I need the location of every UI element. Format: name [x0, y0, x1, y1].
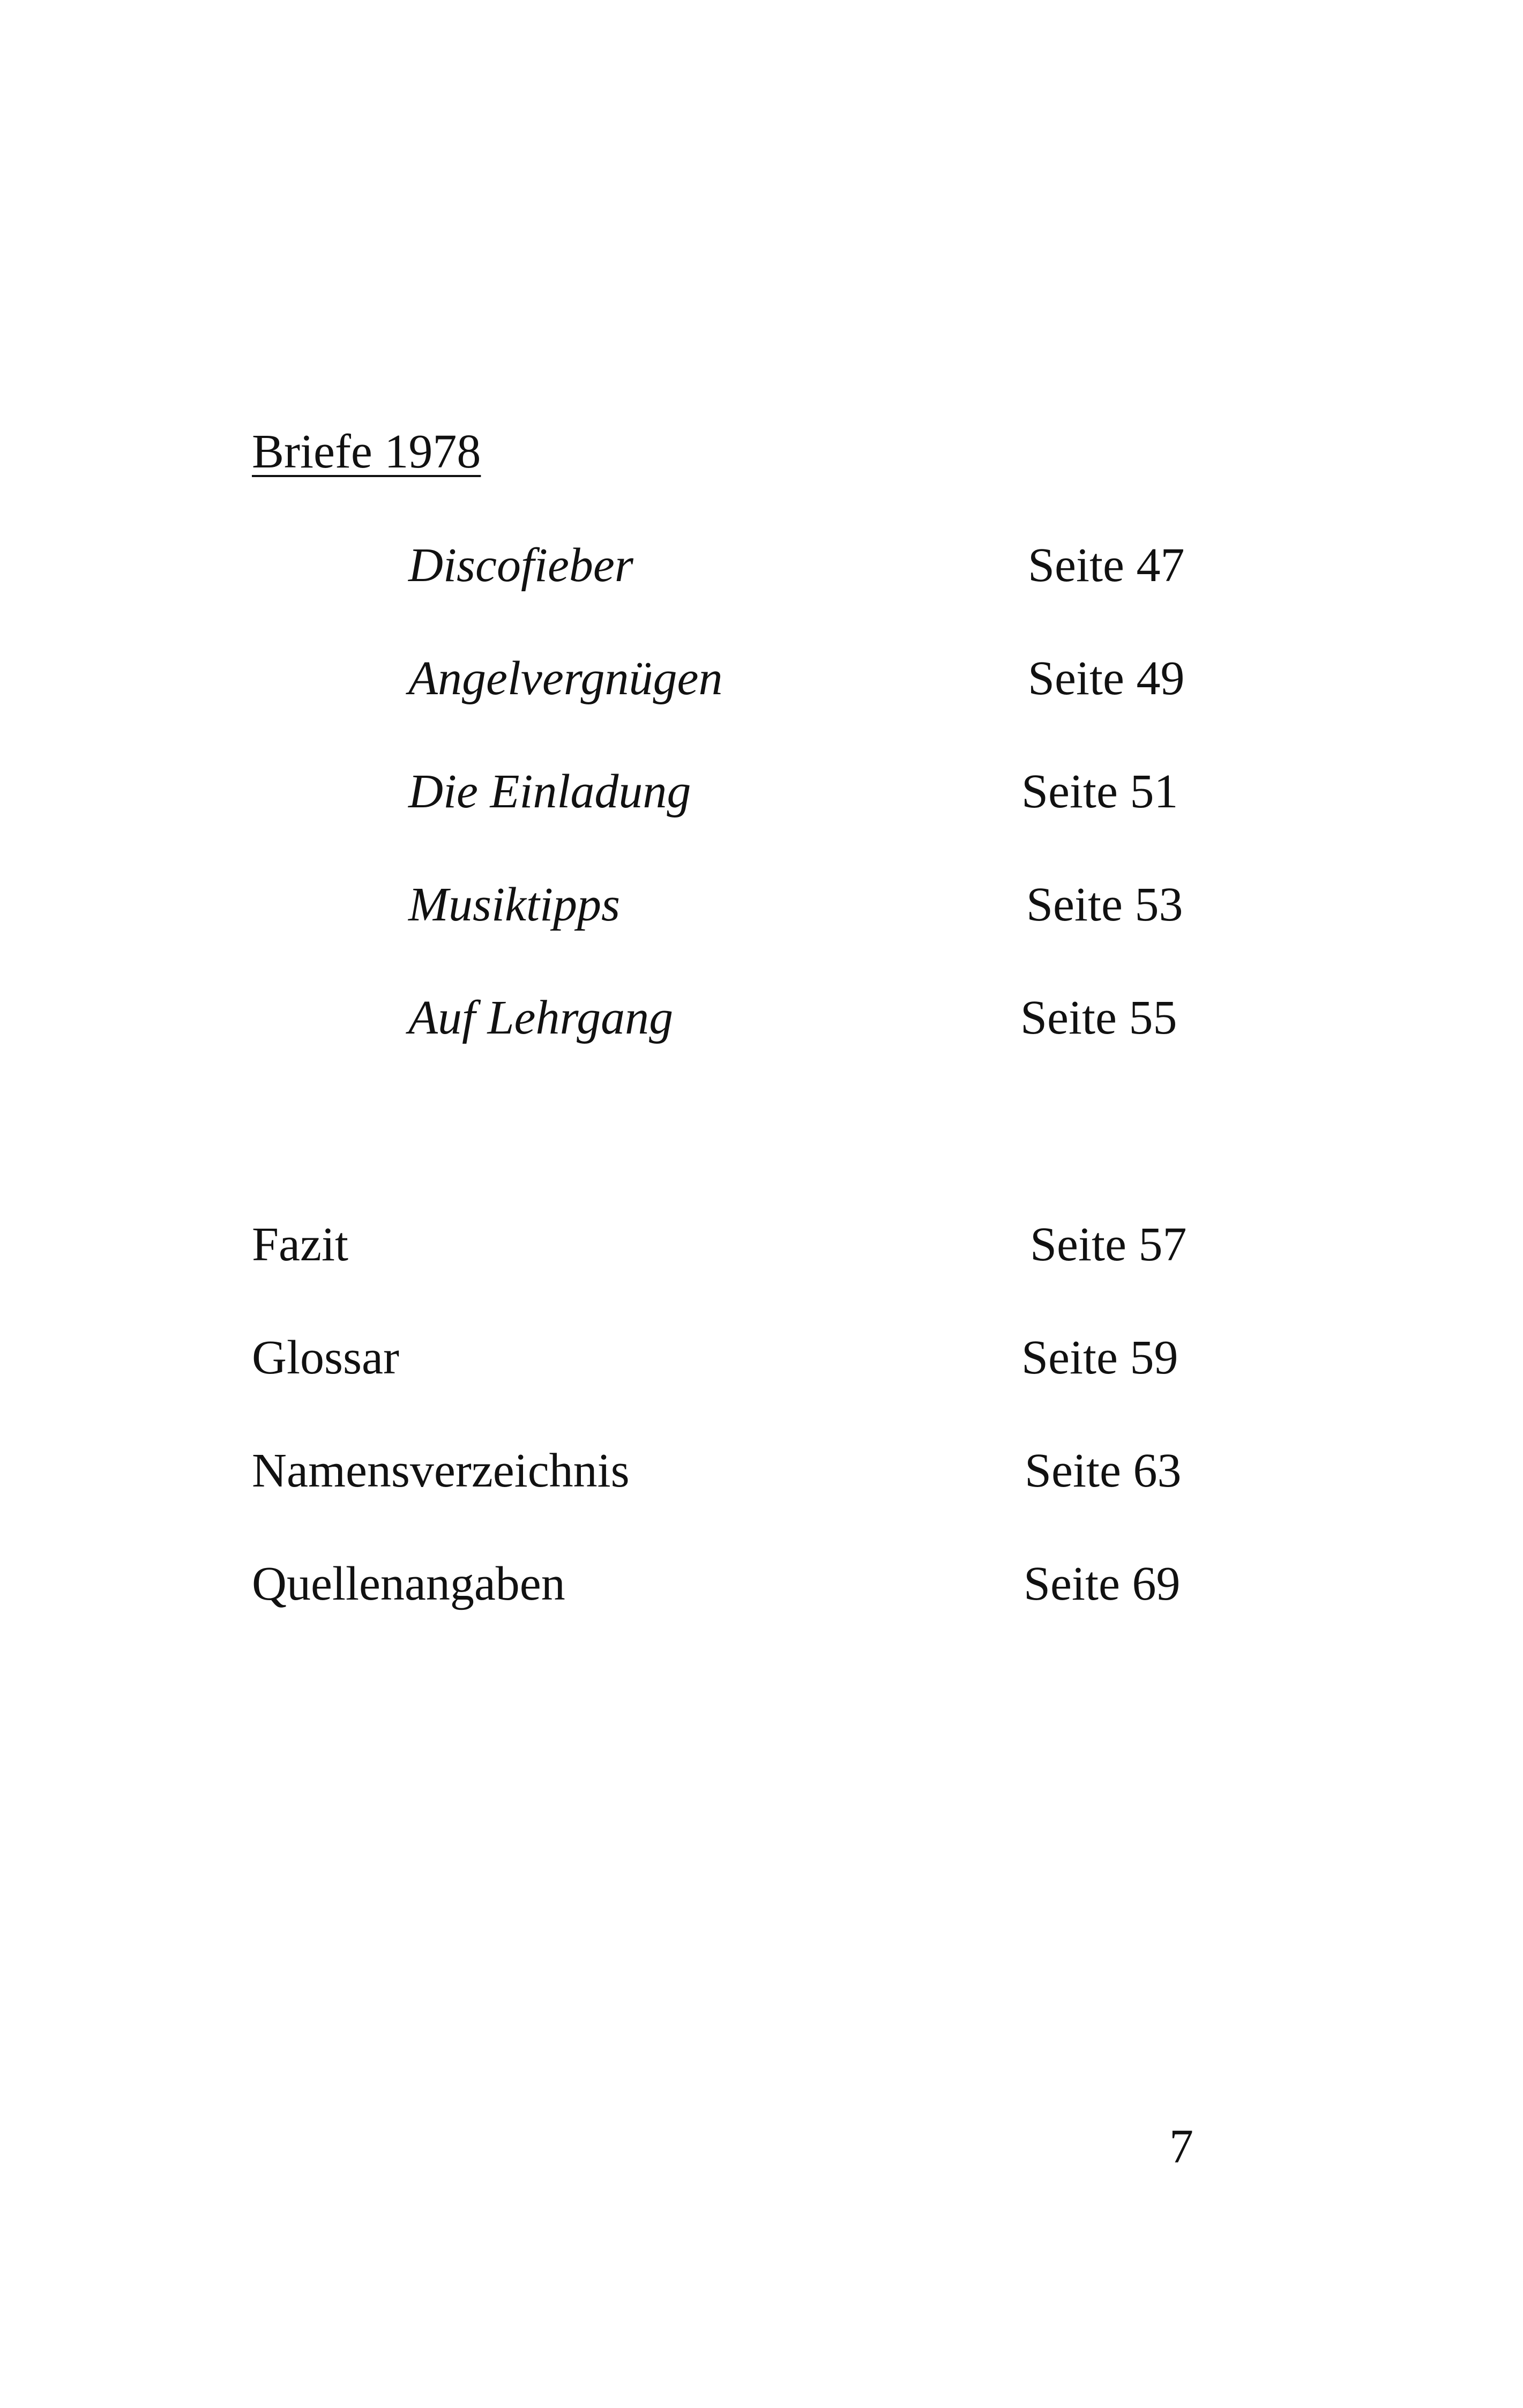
- toc-entry-title: Namensverzeichnis: [252, 1444, 630, 1497]
- toc-entry-page: Seite 49: [1028, 652, 1185, 705]
- section-heading: Briefe 1978: [252, 425, 481, 478]
- toc-entry-title: Auf Lehrgang: [408, 991, 674, 1044]
- toc-entry-page: Seite 57: [1030, 1218, 1187, 1271]
- toc-entry-title: Die Einladung: [408, 765, 691, 818]
- toc-entry-title: Angelvergnügen: [408, 652, 723, 705]
- toc-entry-page: Seite 55: [1020, 991, 1177, 1044]
- toc-entry-page: Seite 51: [1021, 765, 1178, 818]
- toc-entry-title: Glossar: [252, 1331, 399, 1384]
- toc-entry-title: Musiktipps: [408, 878, 620, 931]
- toc-entry-page: Seite 59: [1021, 1331, 1178, 1384]
- toc-entry-page: Seite 63: [1025, 1444, 1182, 1497]
- toc-entry-title: Fazit: [252, 1218, 348, 1271]
- toc-entry-page: Seite 69: [1024, 1557, 1181, 1610]
- page-number: 7: [1169, 2120, 1193, 2173]
- toc-entry-title: Discofieber: [408, 539, 633, 592]
- toc-entry-page: Seite 53: [1026, 878, 1183, 931]
- toc-entry-title: Quellenangaben: [252, 1557, 565, 1610]
- toc-entry-page: Seite 47: [1028, 539, 1185, 592]
